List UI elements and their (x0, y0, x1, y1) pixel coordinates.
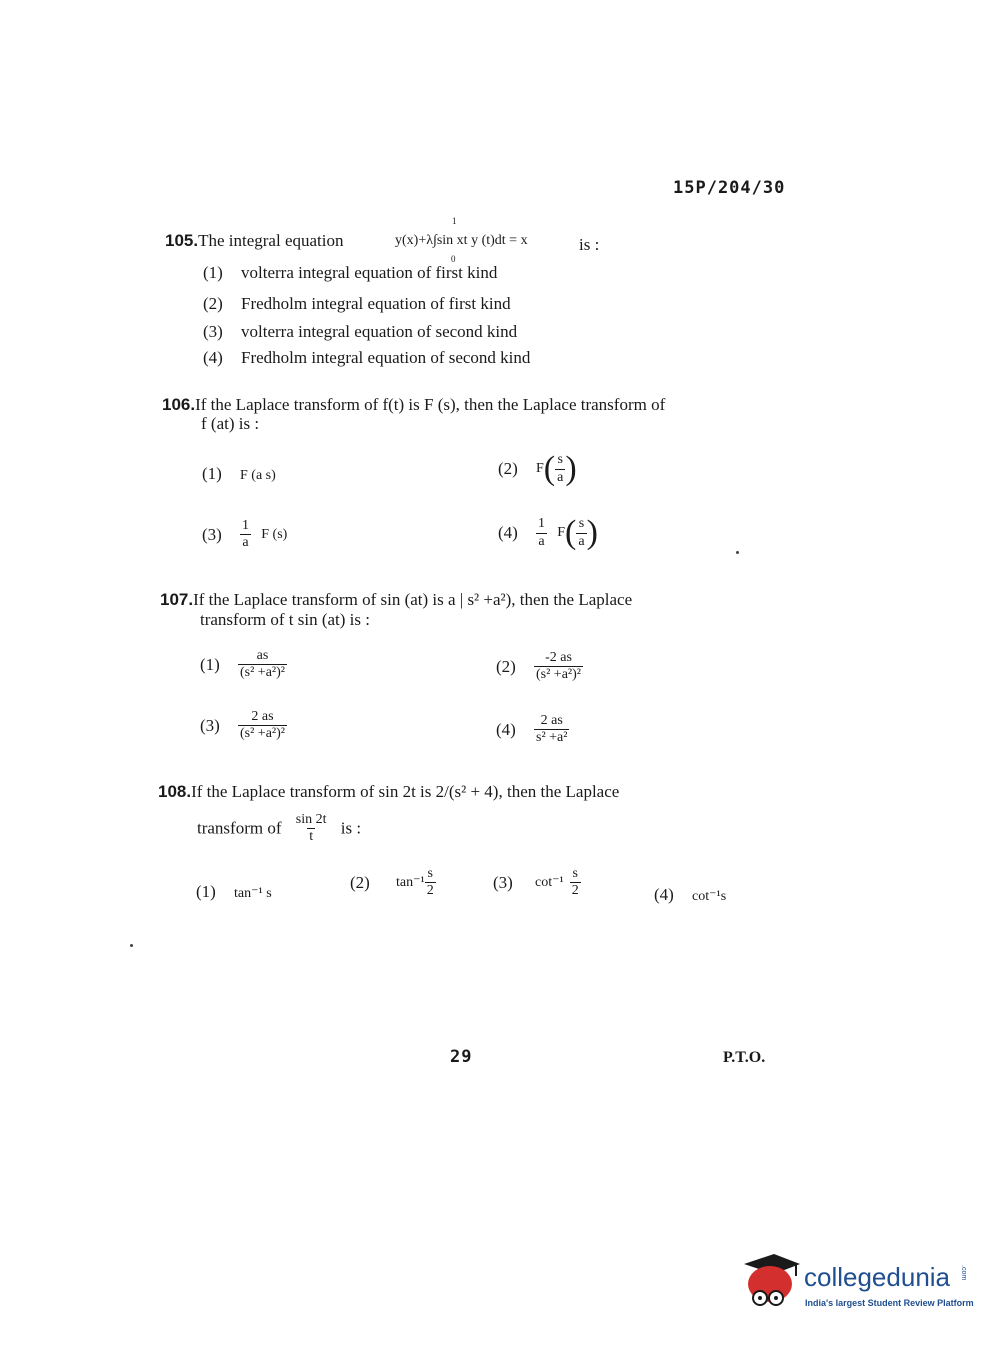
fraction-numerator: as (256, 648, 269, 663)
option-107-4 (496, 713, 569, 746)
fraction-denominator: s² +a² (536, 730, 568, 746)
left-paren: ( (543, 450, 556, 487)
fraction (425, 866, 436, 899)
right-paren: ) (586, 514, 598, 551)
option-number: (4) (498, 523, 518, 542)
integral-upper-limit: 1 (452, 216, 457, 226)
fraction (240, 518, 251, 551)
fraction (534, 650, 583, 683)
fraction-denominator: t (309, 829, 314, 845)
question-text: If the Laplace transform of f(t) is F (s), then the Laplace transform of (195, 395, 666, 414)
fraction-numerator: -2 as (545, 650, 572, 665)
option-108-4 (654, 885, 726, 905)
fraction-denominator: a (578, 533, 585, 549)
question-108-line2 (197, 812, 361, 845)
logo-name: collegedunia (804, 1262, 951, 1292)
option-108-1 (196, 882, 272, 902)
collegedunia-logo (740, 1252, 802, 1317)
right-paren: ) (565, 450, 577, 487)
option-106-1 (202, 464, 276, 484)
speck (130, 944, 133, 947)
option-108-2 (350, 866, 436, 899)
option-number: (1) (203, 263, 223, 282)
fraction (534, 713, 569, 746)
option-106-2 (498, 452, 577, 486)
option-text: volterra integral equation of second kind (241, 322, 518, 341)
fraction-numerator: s (572, 866, 578, 881)
option-number: (2) (350, 872, 370, 892)
fraction-denominator: a (242, 535, 249, 551)
fraction-numerator: s (427, 866, 433, 881)
fraction (294, 812, 329, 845)
question-text: If the Laplace transform of sin 2t is 2/(s² + 4), then the Laplace (191, 782, 620, 801)
option-105-3 (203, 322, 517, 342)
option-number: (2) (203, 294, 223, 313)
option-105-2 (203, 294, 511, 314)
fraction (238, 709, 287, 742)
option-number: (4) (203, 348, 223, 367)
fraction-denominator: 2 (426, 883, 434, 899)
option-number: (2) (496, 656, 516, 676)
question-106 (162, 395, 665, 415)
option-107-1 (200, 648, 287, 681)
question-number: 106. (162, 395, 196, 414)
option-107-3 (200, 709, 287, 742)
question-text: If the Laplace transform of sin (at) is a | s² +a²), then the Laplace (193, 590, 633, 609)
fraction-numerator: sin 2t (295, 812, 327, 827)
option-text: F (a s) (240, 468, 276, 483)
question-106-line2: f (at) is : (201, 414, 260, 433)
option-text: Fredholm integral equation of second kind (241, 348, 531, 367)
option-number: (1) (196, 882, 216, 901)
fraction-numerator: 1 (538, 516, 545, 532)
option-number: (1) (200, 654, 220, 674)
question-105 (165, 231, 343, 251)
function-F: F (536, 461, 544, 476)
option-text: volterra integral equation of first kind (241, 263, 498, 282)
option-text: cot⁻¹s (692, 889, 727, 904)
logo-tagline: India's largest Student Review Platform (805, 1298, 974, 1308)
option-number: (4) (496, 719, 516, 739)
option-105-1 (203, 263, 497, 283)
page-number: 29 (450, 1047, 473, 1067)
question-text: The integral equation (198, 231, 344, 250)
fraction-denominator: 2 (571, 883, 579, 899)
fraction (536, 516, 547, 549)
question-107 (160, 590, 632, 610)
pto-marker: P.T.O. (723, 1049, 766, 1066)
option-number: (1) (202, 464, 222, 483)
question-number: 108. (158, 782, 192, 801)
fraction-denominator: a (557, 469, 564, 485)
option-number: (4) (654, 885, 674, 904)
speck (736, 551, 739, 554)
fraction-numerator: s (557, 452, 563, 468)
question-108 (158, 782, 619, 802)
question-number: 105. (165, 231, 199, 250)
question-suffix: is : (340, 818, 362, 838)
fraction-denominator: a (538, 533, 545, 549)
option-number: (3) (202, 524, 222, 544)
option-108-3 (493, 866, 581, 899)
fraction-numerator: 2 as (540, 713, 563, 728)
fraction-denominator: (s² +a²)² (240, 726, 285, 742)
fraction-numerator: 2 as (251, 709, 274, 724)
question-number: 107. (160, 590, 194, 609)
fraction (576, 516, 586, 549)
option-106-3 (202, 518, 287, 551)
mascot-icon (740, 1252, 802, 1312)
option-number: (3) (493, 872, 513, 892)
function-name: tan⁻¹ (396, 875, 425, 891)
option-text: F (s) (261, 526, 288, 542)
fraction-denominator: (s² +a²)² (536, 667, 581, 683)
paper-code: 15P/204/30 (673, 178, 786, 198)
integral-equation (395, 233, 528, 249)
option-number: (2) (498, 459, 518, 478)
fraction (238, 648, 287, 681)
function-name: cot⁻¹ (535, 875, 564, 891)
option-105-4 (203, 348, 530, 368)
option-text: Fredholm integral equation of first kind (241, 294, 511, 313)
function-F: F (557, 525, 566, 540)
left-paren: ( (565, 514, 577, 551)
option-number: (3) (203, 322, 223, 341)
question-suffix: is : (579, 235, 600, 254)
option-106-4 (498, 516, 598, 550)
fraction (570, 866, 581, 899)
equation-text: y(x)+λ∫sin xt y (t)dt = x (395, 233, 528, 248)
question-107-line2: transform of t sin (at) is : (200, 610, 370, 629)
fraction-numerator: 1 (242, 518, 249, 533)
fraction (555, 452, 565, 485)
fraction-numerator: s (578, 516, 585, 532)
logo-suffix: .com (960, 1265, 967, 1281)
question-text: transform of (197, 818, 282, 838)
option-107-2 (496, 650, 583, 683)
integral-lower-limit: 0 (451, 254, 456, 264)
option-text: tan⁻¹ s (234, 886, 272, 901)
fraction-denominator: (s² +a²)² (240, 665, 285, 681)
option-number: (3) (200, 715, 220, 735)
